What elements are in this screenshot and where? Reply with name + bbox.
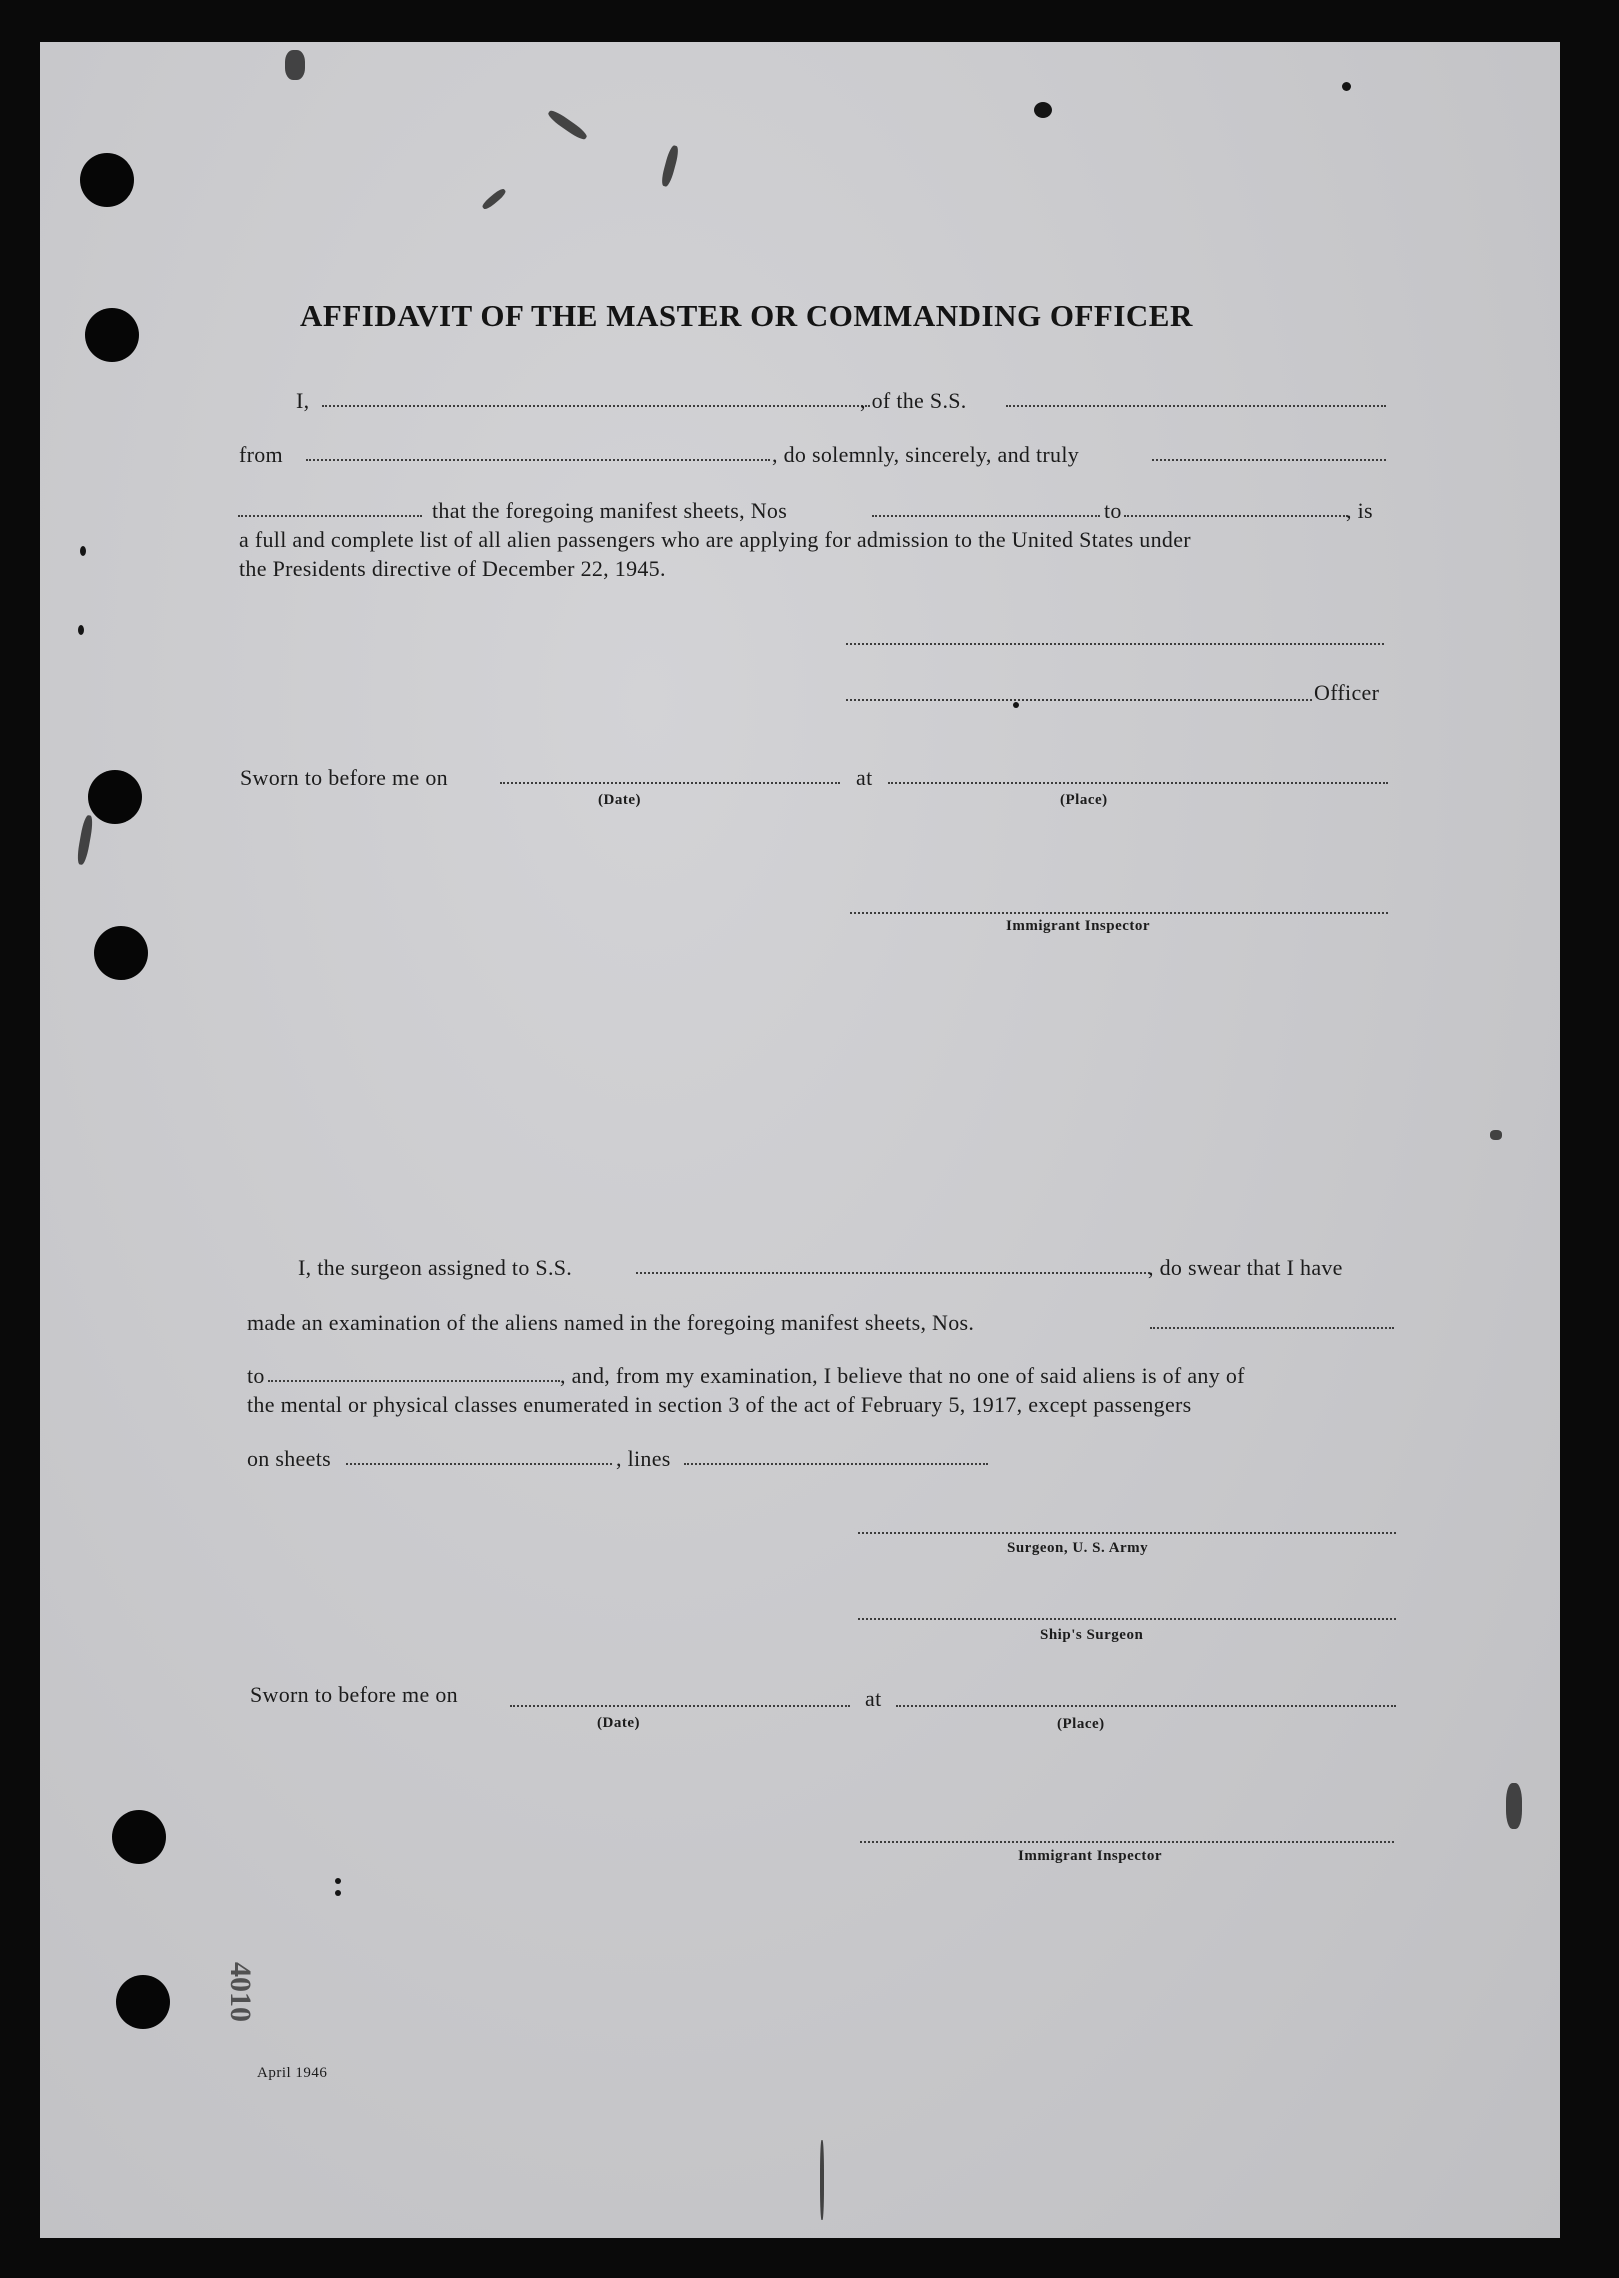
surgeon-line1-suffix: , do swear that I have: [1148, 1255, 1343, 1280]
ink-speck: [80, 546, 86, 556]
army-surgeon-label: Surgeon, U. S. Army: [1007, 1540, 1149, 1556]
master-inspector-label: Immigrant Inspector: [1006, 918, 1151, 934]
margin-stamp: 4010: [224, 1962, 257, 2022]
army-surgeon-signature-field[interactable]: [858, 1532, 1396, 1534]
punch-hole: [80, 153, 134, 207]
officer-signature-field[interactable]: [846, 699, 1312, 701]
surgeon-sworn-label: Sworn to before me on: [250, 1682, 458, 1707]
master-ship-field[interactable]: [1006, 405, 1386, 407]
master-sworn-place-field[interactable]: [888, 782, 1388, 784]
master-line4: a full and complete list of all alien passengers who are applying for admission to the United States under: [239, 527, 1191, 552]
surgeon-line2: made an examination of the aliens named in the foregoing manifest sheets, Nos.: [247, 1310, 975, 1335]
surgeon-sworn-place-field[interactable]: [896, 1705, 1396, 1707]
page-title: AFFIDAVIT OF THE MASTER OR COMMANDING OFFICER: [300, 298, 1193, 333]
punch-hole: [88, 770, 142, 824]
ink-smudge: [1490, 1130, 1502, 1140]
master-line2-oath: , do solemnly, sincerely, and truly: [772, 442, 1080, 467]
ink-speck: [1342, 82, 1351, 91]
ink-speck: [335, 1878, 341, 1884]
master-sworn-date-field[interactable]: [500, 782, 840, 784]
master-at-label: at: [856, 765, 873, 790]
master-sworn-label: Sworn to before me on: [240, 765, 448, 790]
master-line5: the Presidents directive of December 22, 1945.: [239, 556, 666, 581]
punch-hole: [85, 308, 139, 362]
master-line1-prefix: I,: [296, 388, 310, 413]
officer-label: Officer: [1314, 680, 1380, 705]
surgeon-line4: the mental or physical classes enumerated in section 3 of the act of February 5, 1917, except passengers: [247, 1392, 1192, 1417]
ink-speck: [1013, 702, 1019, 708]
master-nos-to-field[interactable]: [1124, 515, 1348, 517]
surgeon-date-caption: (Date): [597, 1715, 640, 1731]
surgeon-nos-to-field[interactable]: [268, 1380, 560, 1382]
ink-smudge: [1506, 1783, 1522, 1829]
master-swear-field[interactable]: [238, 515, 422, 517]
surgeon-line5-sheets: on sheets: [247, 1446, 331, 1471]
master-line3-manifest: that the foregoing manifest sheets, Nos: [432, 498, 788, 523]
master-nos-from-field[interactable]: [872, 515, 1100, 517]
ink-smudge: [285, 50, 305, 80]
surgeon-line3-rest: , and, from my examination, I believe that no one of said aliens is of any of: [560, 1363, 1245, 1388]
master-line3-is: , is: [1346, 498, 1373, 523]
surgeon-line3-to: to: [247, 1363, 265, 1388]
surgeon-line1-prefix: I, the surgeon assigned to S.S.: [298, 1255, 573, 1280]
punch-hole: [116, 1975, 170, 2029]
surgeon-inspector-signature-field[interactable]: [860, 1841, 1394, 1843]
surgeon-nos-from-field[interactable]: [1150, 1327, 1394, 1329]
punch-hole: [112, 1810, 166, 1864]
master-oath-field[interactable]: [1152, 459, 1386, 461]
surgeon-at-label: at: [865, 1686, 882, 1711]
surgeon-sheets-field[interactable]: [346, 1463, 612, 1465]
ship-surgeon-signature-field[interactable]: [858, 1618, 1396, 1620]
master-line3-to: to: [1104, 498, 1122, 523]
master-place-caption: (Place): [1060, 792, 1108, 808]
master-line1-ship: , of the S.S.: [860, 388, 967, 413]
surgeon-ship-field[interactable]: [636, 1272, 1150, 1274]
surgeon-line5-lines: , lines: [616, 1446, 671, 1471]
form-page: [40, 42, 1560, 2238]
master-from-field[interactable]: [306, 459, 770, 461]
punch-hole: [94, 926, 148, 980]
master-inspector-signature-field[interactable]: [850, 912, 1388, 914]
master-line2-from: from: [239, 442, 283, 467]
officer-name-field[interactable]: [846, 643, 1384, 645]
footer-date: April 1946: [257, 2065, 328, 2081]
master-date-caption: (Date): [598, 792, 641, 808]
surgeon-inspector-label: Immigrant Inspector: [1018, 1848, 1163, 1864]
ink-speck: [335, 1890, 341, 1896]
ink-smudge: [820, 2140, 824, 2220]
ink-speck: [78, 625, 84, 635]
ink-speck: [1034, 102, 1052, 118]
surgeon-sworn-date-field[interactable]: [510, 1705, 850, 1707]
master-name-field[interactable]: [322, 405, 870, 407]
surgeon-lines-field[interactable]: [684, 1463, 988, 1465]
surgeon-place-caption: (Place): [1057, 1716, 1105, 1732]
ship-surgeon-label: Ship's Surgeon: [1040, 1627, 1144, 1643]
